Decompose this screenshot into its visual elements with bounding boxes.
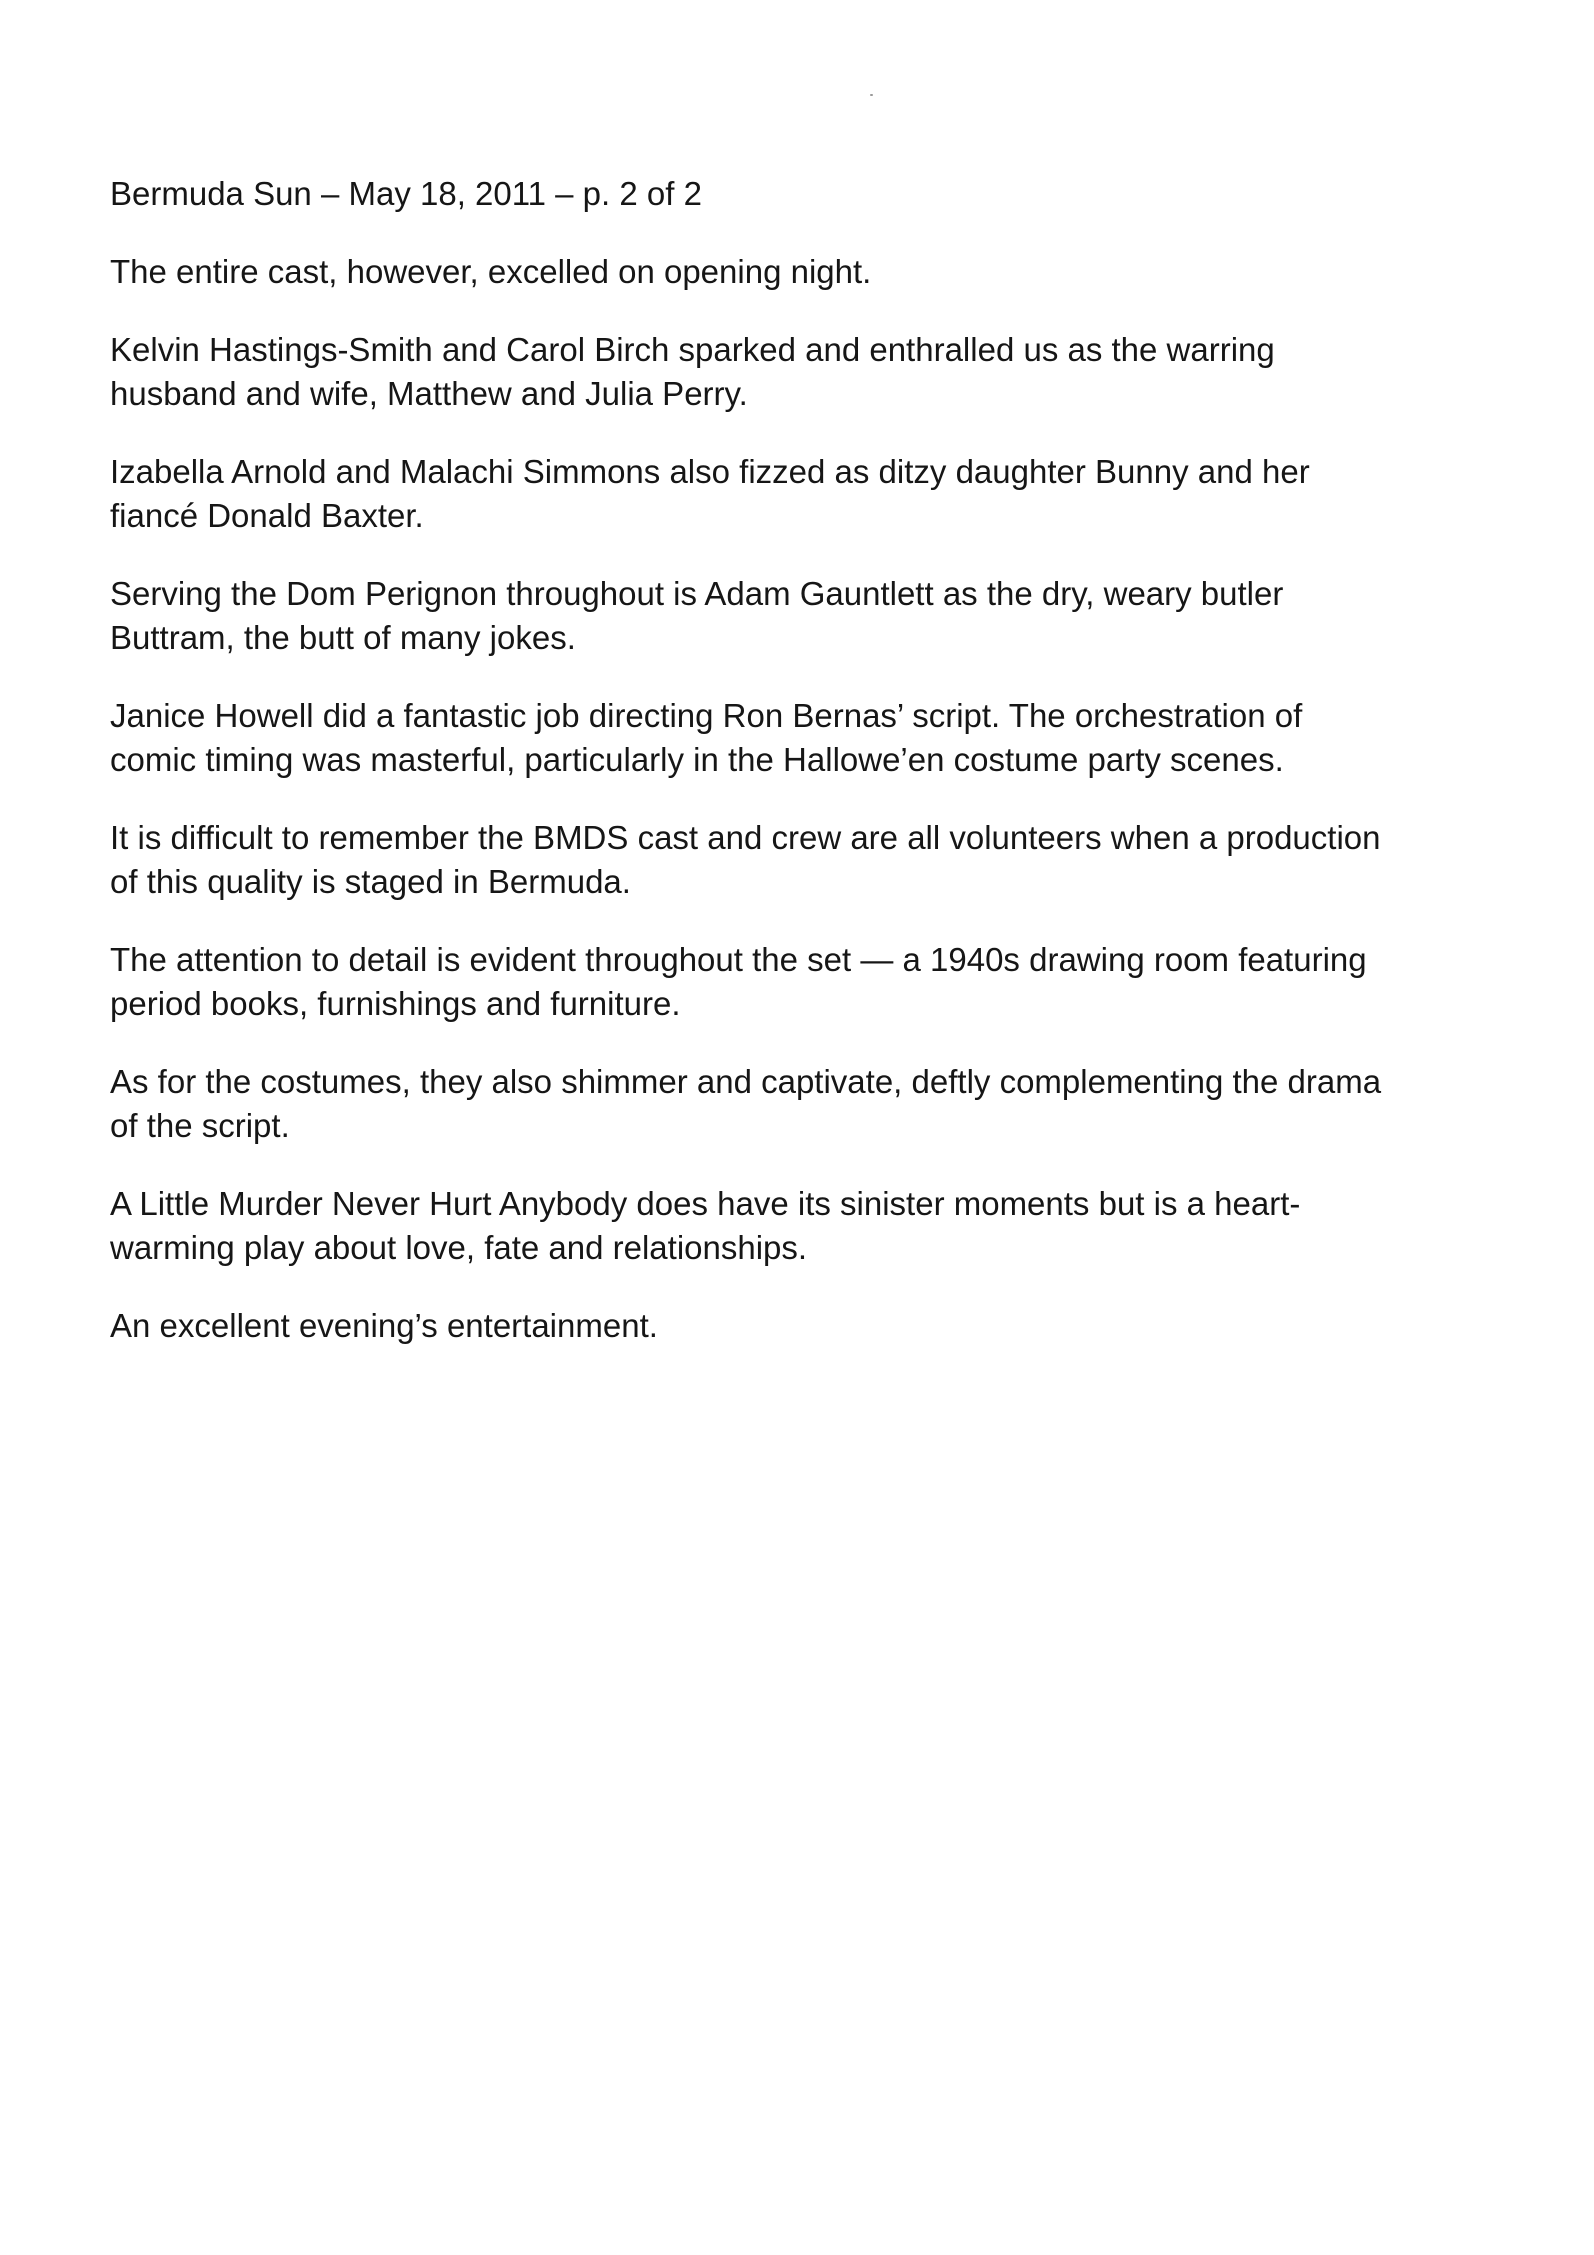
page-header: Bermuda Sun – May 18, 2011 – p. 2 of 2 bbox=[110, 175, 702, 212]
paragraph-2: Kelvin Hastings-Smith and Carol Birch sparked and enthralled us as the warring husband and wife, Matthew and Julia Perry. bbox=[110, 331, 1275, 412]
article-body bbox=[110, 172, 1510, 1382]
paragraph-8: As for the costumes, they also shimmer and captivate, deftly complementing the drama of the script. bbox=[110, 1063, 1382, 1144]
paragraph-4: Serving the Dom Perignon throughout is Adam Gauntlett as the dry, weary butler Buttram, the butt of many jokes. bbox=[110, 575, 1284, 656]
paragraph-9: A Little Murder Never Hurt Anybody does have its sinister moments but is a heart- warming play about love, fate and relationships. bbox=[110, 1185, 1301, 1266]
paragraph-7: The attention to detail is evident throughout the set — a 1940s drawing room featuring period books, furnishings and furniture. bbox=[110, 941, 1367, 1022]
paragraph-10: An excellent evening’s entertainment. bbox=[110, 1307, 658, 1344]
paragraph-5: Janice Howell did a fantastic job directing Ron Bernas’ script. The orchestration of comic timing was masterful, particularly in the Hallowe’en costume party scenes. bbox=[110, 697, 1303, 778]
scan-speck bbox=[870, 94, 873, 96]
paragraph-3: Izabella Arnold and Malachi Simmons also fizzed as ditzy daughter Bunny and her fiancé Donald Baxter. bbox=[110, 453, 1310, 534]
paragraph-1: The entire cast, however, excelled on opening night. bbox=[110, 253, 872, 290]
paragraph-6: It is difficult to remember the BMDS cast and crew are all volunteers when a production of this quality is staged in Bermuda. bbox=[110, 819, 1381, 900]
